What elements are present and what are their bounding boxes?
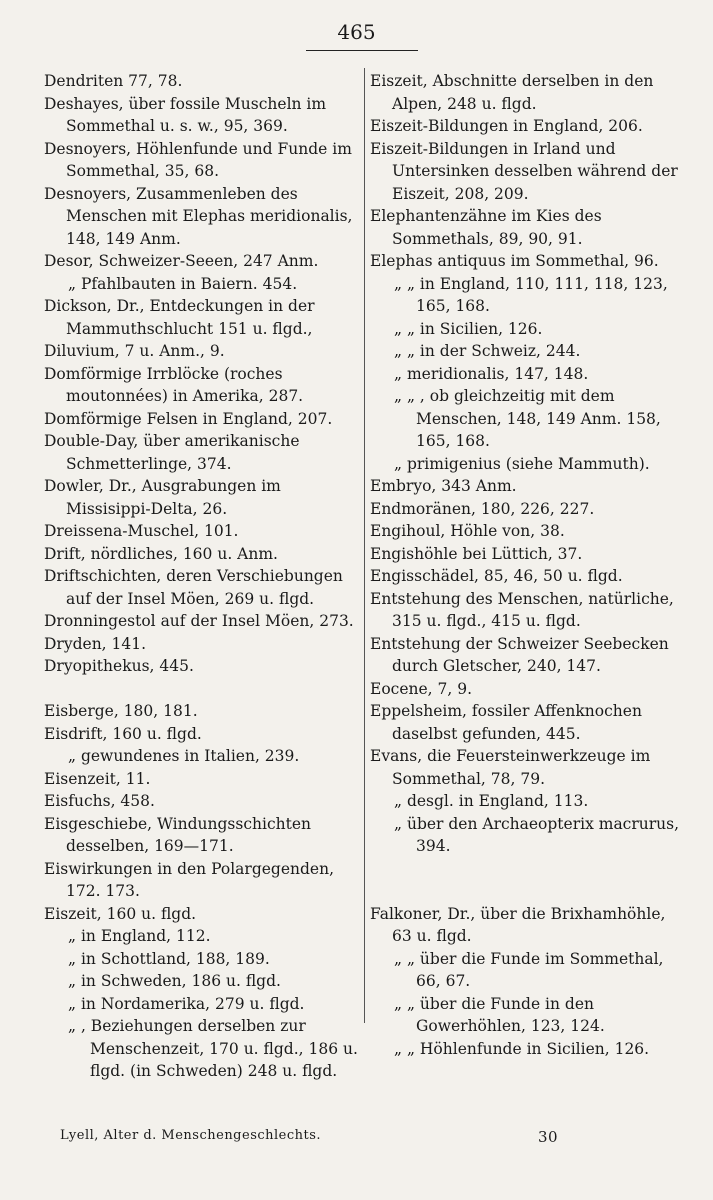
index-entry: Eocene, 7, 9. xyxy=(370,679,473,698)
index-entry: Domförmige Felsen in England, 207. xyxy=(44,409,333,428)
signature-mark: 30 xyxy=(538,1128,559,1146)
index-entry: Elephantenzähne im Kies des Sommethals, 89, 90, 91. xyxy=(370,207,602,248)
index-entry: Diluvium, 7 u. Anm., 9. xyxy=(44,342,225,360)
index-subentry: „ „ in England, 110, 111, 118, 123, 165, 168. xyxy=(394,274,668,315)
index-entry: Entstehung des Menschen, natürliche, 315 u. flgd., 415 u. flgd. xyxy=(370,589,674,630)
index-entry: Dryden, 141. xyxy=(44,634,147,653)
index-entry: Dendriten 77, 78. xyxy=(44,72,183,90)
index-entry: Dreissena-Muschel, 101. xyxy=(44,522,239,540)
index-entry: Eisdrift, 160 u. flgd. xyxy=(44,724,202,743)
index-column-left xyxy=(44,70,360,1083)
index-subentry: „ gewundenes in Italien, 239. xyxy=(68,747,300,765)
index-subentry: „ primigenius (siehe Mammuth). xyxy=(394,454,650,473)
index-subentry: „ in Nordamerika, 279 u. flgd. xyxy=(68,994,305,1013)
index-entry: Eisfuchs, 458. xyxy=(44,792,155,810)
index-subentry: „ „ über die Funde im Sommethal, 66, 67. xyxy=(394,949,664,990)
index-entry: Deshayes, über fossile Muscheln im Sommethal u. s. w., 95, 369. xyxy=(44,94,327,135)
index-entry: Engishöhle bei Lüttich, 37. xyxy=(370,544,583,563)
index-entry: Embryo, 343 Anm. xyxy=(370,477,517,495)
index-subentry: „ in England, 112. xyxy=(68,927,211,945)
index-entry: Eiszeit-Bildungen in England, 206. xyxy=(370,117,643,135)
index-subentry: „ in Schottland, 188, 189. xyxy=(68,949,270,968)
column-divider xyxy=(364,68,365,1023)
index-entry: Dowler, Dr., Ausgrabungen im Missisippi-Delta, 26. xyxy=(44,477,281,518)
index-entry: Dryopithekus, 445. xyxy=(44,657,194,675)
index-entry: Desnoyers, Zusammenleben des Menschen mit Elephas meridionalis, 148, 149 Anm. xyxy=(44,184,353,248)
index-entry: Eiszeit, 160 u. flgd. xyxy=(44,904,197,923)
index-entry: Domförmige Irrblöcke (roches moutonnées) in Amerika, 287. xyxy=(44,364,304,405)
index-subentry: „ „ in Sicilien, 126. xyxy=(394,319,543,338)
index-entry: Eisenzeit, 11. xyxy=(44,769,151,788)
index-entry: Dronningestol auf der Insel Möen, 273. xyxy=(44,612,354,630)
index-subentry: „ meridionalis, 147, 148. xyxy=(394,364,589,383)
section-gap xyxy=(44,678,360,701)
index-column-right xyxy=(370,70,680,1060)
index-entry: Eisberge, 180, 181. xyxy=(44,702,198,720)
index-entry: Eisgeschiebe, Windungsschichten desselben, 169—171. xyxy=(44,814,312,855)
index-subentry: „ desgl. in England, 113. xyxy=(394,792,589,810)
index-entry: Entstehung der Schweizer Seebecken durch Gletscher, 240, 147. xyxy=(370,634,669,675)
index-entry: Elephas antiquus im Sommethal, 96. xyxy=(370,252,659,270)
index-entry: Eiszeit, Abschnitte derselben in den Alpen, 248 u. flgd. xyxy=(370,72,654,113)
index-entry: Eppelsheim, fossiler Affenknochen daselbst gefunden, 445. xyxy=(370,702,642,743)
index-entry: Endmoränen, 180, 226, 227. xyxy=(370,499,595,518)
index-entry: Dickson, Dr., Entdeckungen in der Mammuthschlucht 151 u. flgd., xyxy=(44,297,315,338)
index-subentry: „ „ Höhlenfunde in Sicilien, 126. xyxy=(394,1039,650,1058)
index-entry: Desor, Schweizer-Seeen, 247 Anm. xyxy=(44,252,319,270)
index-entry: Drift, nördliches, 160 u. Anm. xyxy=(44,544,278,563)
index-entry: Engihoul, Höhle von, 38. xyxy=(370,522,565,540)
index-entry: Evans, die Feuersteinwerkzeuge im Sommethal, 78, 79. xyxy=(370,747,651,788)
index-entry: Eiszeit-Bildungen in Irland und Untersinken desselben während der Eiszeit, 208, 209. xyxy=(370,139,678,203)
index-subentry: „ „ , ob gleichzeitig mit dem Menschen, 148, 149 Anm. 158, 165, 168. xyxy=(394,387,661,450)
header-rule xyxy=(306,50,418,51)
index-subentry: „ , Beziehungen derselben zur Menschenzeit, 170 u. flgd., 186 u. flgd. (in Schweden) 248 u. flgd. xyxy=(68,1017,358,1080)
index-entry: Eiswirkungen in den Polargegenden, 172. 173. xyxy=(44,859,335,900)
index-entry: Desnoyers, Höhlenfunde und Funde im Sommethal, 35, 68. xyxy=(44,139,352,180)
index-subentry: „ „ über die Funde in den Gowerhöhlen, 123, 124. xyxy=(394,994,605,1035)
footer-running-title: Lyell, Alter d. Menschengeschlechts. xyxy=(60,1128,322,1143)
index-subentry: „ über den Archaeopterix macrurus, 394. xyxy=(394,814,680,855)
section-gap xyxy=(370,880,680,903)
index-entry: Engisschädel, 85, 46, 50 u. flgd. xyxy=(370,567,623,585)
index-entry: Double-Day, über amerikanische Schmetterlinge, 374. xyxy=(44,432,300,473)
page-footer xyxy=(60,1128,713,1146)
index-entry: Driftschichten, deren Verschiebungen auf der Insel Möen, 269 u. flgd. xyxy=(44,567,343,608)
page-number: 465 xyxy=(337,20,376,44)
index-subentry: „ „ in der Schweiz, 244. xyxy=(394,342,581,360)
index-entry: Falkoner, Dr., über die Brixhamhöhle, 63 u. flgd. xyxy=(370,904,666,945)
section-gap xyxy=(370,858,680,881)
index-subentry: „ Pfahlbauten in Baiern. 454. xyxy=(68,274,298,293)
index-subentry: „ in Schweden, 186 u. flgd. xyxy=(68,972,281,990)
